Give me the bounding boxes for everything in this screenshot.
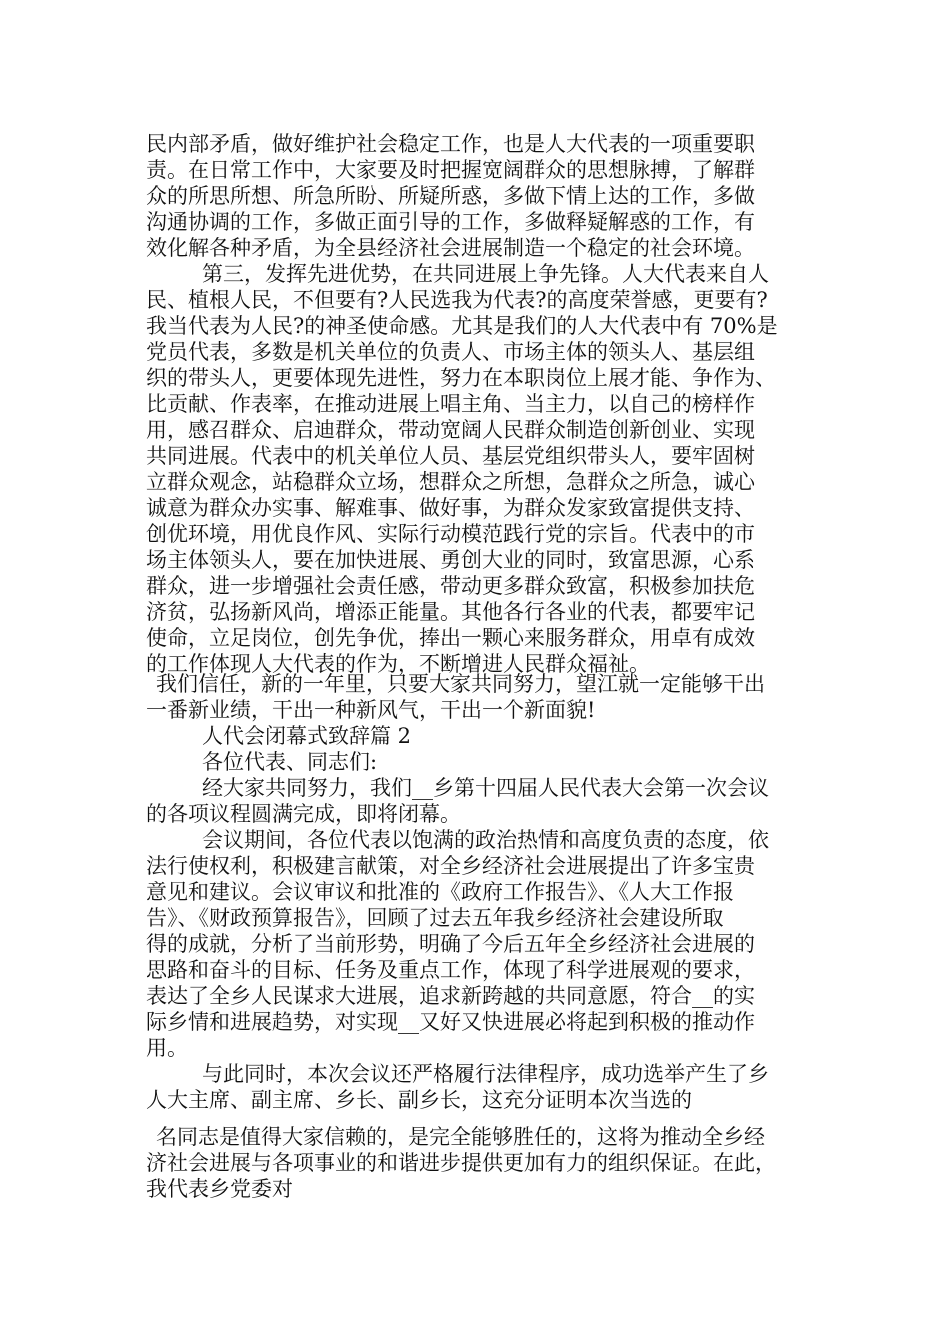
text-line: 沟通协调的工作，多做正面引导的工作，多做释疑解惑的工作，有 bbox=[146, 210, 755, 234]
text-line: 立群众观念，站稳群众立场，想群众之所想，急群众之所急，诚心 bbox=[146, 470, 755, 494]
text-line: 责。在日常工作中，大家要及时把握宽阔群众的思想脉搏，了解群 bbox=[146, 158, 755, 182]
text-line: 第三，发挥先进优势，在共同进展上争先锋。人大代表来自人 bbox=[202, 262, 769, 286]
text-line: 众的所思所想、所急所盼、所疑所惑，多做下情上达的工作，多做 bbox=[146, 184, 755, 208]
text-line: 一番新业绩，干出一种新风气，干出一个新面貌! bbox=[146, 698, 596, 722]
text-line: 的工作体现人大代表的作为，不断增进人民群众福祉。 bbox=[146, 652, 650, 676]
text-line: 用，感召群众、启迪群众，带动宽阔人民群众制造创新创业、实现 bbox=[146, 418, 755, 442]
text-line: 我代表乡党委对 bbox=[146, 1177, 293, 1201]
text-block-2 bbox=[146, 671, 812, 1113]
text-line: 济贫，弘扬新风尚，增添正能量。其他各行各业的代表，都要牢记 bbox=[146, 600, 755, 624]
text-block-3 bbox=[146, 1124, 812, 1202]
text-block-1 bbox=[146, 131, 812, 677]
text-line: 各位代表、同志们: bbox=[202, 750, 378, 774]
text-line: 人代会闭幕式致辞篇 2 bbox=[202, 724, 412, 748]
text-line: 织的带头人，更要体现先进性，努力在本职岗位上展才能、争作为、 bbox=[146, 366, 776, 390]
text-line: 场主体领头人，要在加快进展、勇创大业的同时，致富思源，心系 bbox=[146, 548, 755, 572]
text-line: 思路和奋斗的目标、任务及重点工作，体现了科学进展观的要求， bbox=[146, 958, 755, 982]
text-line: 用。 bbox=[146, 1036, 188, 1060]
text-line: 济社会进展与各项事业的和谐进步提供更加有力的组织保证。在此， bbox=[146, 1151, 776, 1175]
text-line: 会议期间，各位代表以饱满的政治热情和高度负责的态度，依 bbox=[202, 828, 769, 852]
text-line: 群众，进一步增强社会责任感，带动更多群众致富，积极参加扶危 bbox=[146, 574, 755, 598]
text-line: 比贡献、作表率，在推动进展上唱主角、当主力，以自己的榜样作 bbox=[146, 392, 755, 416]
text-line: 诚意为群众办实事、解难事、做好事，为群众发家致富提供支持、 bbox=[146, 496, 755, 520]
text-line: 民内部矛盾，做好维护社会稳定工作，也是人大代表的一项重要职 bbox=[146, 132, 755, 156]
text-line: 效化解各种矛盾，为全县经济社会进展制造一个稳定的社会环境。 bbox=[146, 236, 755, 260]
text-line: 我当代表为人民?的神圣使命感。尤其是我们的人大代表中有 70%是 bbox=[146, 314, 778, 338]
text-line: 使命，立足岗位，创先争优，捧出一颗心来服务群众，用卓有成效 bbox=[146, 626, 755, 650]
text-line: 得的成就，分析了当前形势，明确了今后五年全乡经济社会进展的 bbox=[146, 932, 755, 956]
text-line: 共同进展。代表中的机关单位人员、基层党组织带头人，要牢固树 bbox=[146, 444, 755, 468]
text-line: 民、植根人民，不但要有?人民选我为代表?的高度荣誉感，更要有? bbox=[146, 288, 768, 312]
text-line: 名同志是值得大家信赖的，是完全能够胜任的，这将为推动全乡经 bbox=[156, 1125, 765, 1149]
text-line: 法行使权利，积极建言献策，对全乡经济社会进展提出了许多宝贵 bbox=[146, 854, 755, 878]
text-line: 党员代表，多数是机关单位的负责人、市场主体的领头人、基层组 bbox=[146, 340, 755, 364]
text-line: 我们信任，新的一年里，只要大家共同努力，望江就一定能够干出 bbox=[156, 672, 765, 696]
text-line: 与此同时，本次会议还严格履行法律程序，成功选举产生了乡 bbox=[202, 1062, 769, 1086]
text-line: 意见和建议。会议审议和批准的《政府工作报告》、《人大工作报 bbox=[146, 880, 734, 904]
text-line: 的各项议程圆满完成，即将闭幕。 bbox=[146, 802, 461, 826]
text-line: 告》、《财政预算报告》，回顾了过去五年我乡经济社会建设所取 bbox=[146, 906, 724, 930]
text-line: 际乡情和进展趋势，对实现__又好又快进展必将起到积极的推动作 bbox=[146, 1010, 755, 1034]
text-line: 经大家共同努力，我们__乡第十四届人民代表大会第一次会议 bbox=[202, 776, 769, 800]
text-line: 创优环境，用优良作风、实际行动模范践行党的宗旨。代表中的市 bbox=[146, 522, 755, 546]
text-line: 人大主席、副主席、乡长、副乡长，这充分证明本次当选的 bbox=[146, 1088, 692, 1112]
text-line: 表达了全乡人民谋求大进展，追求新跨越的共同意愿，符合__的实 bbox=[146, 984, 755, 1008]
